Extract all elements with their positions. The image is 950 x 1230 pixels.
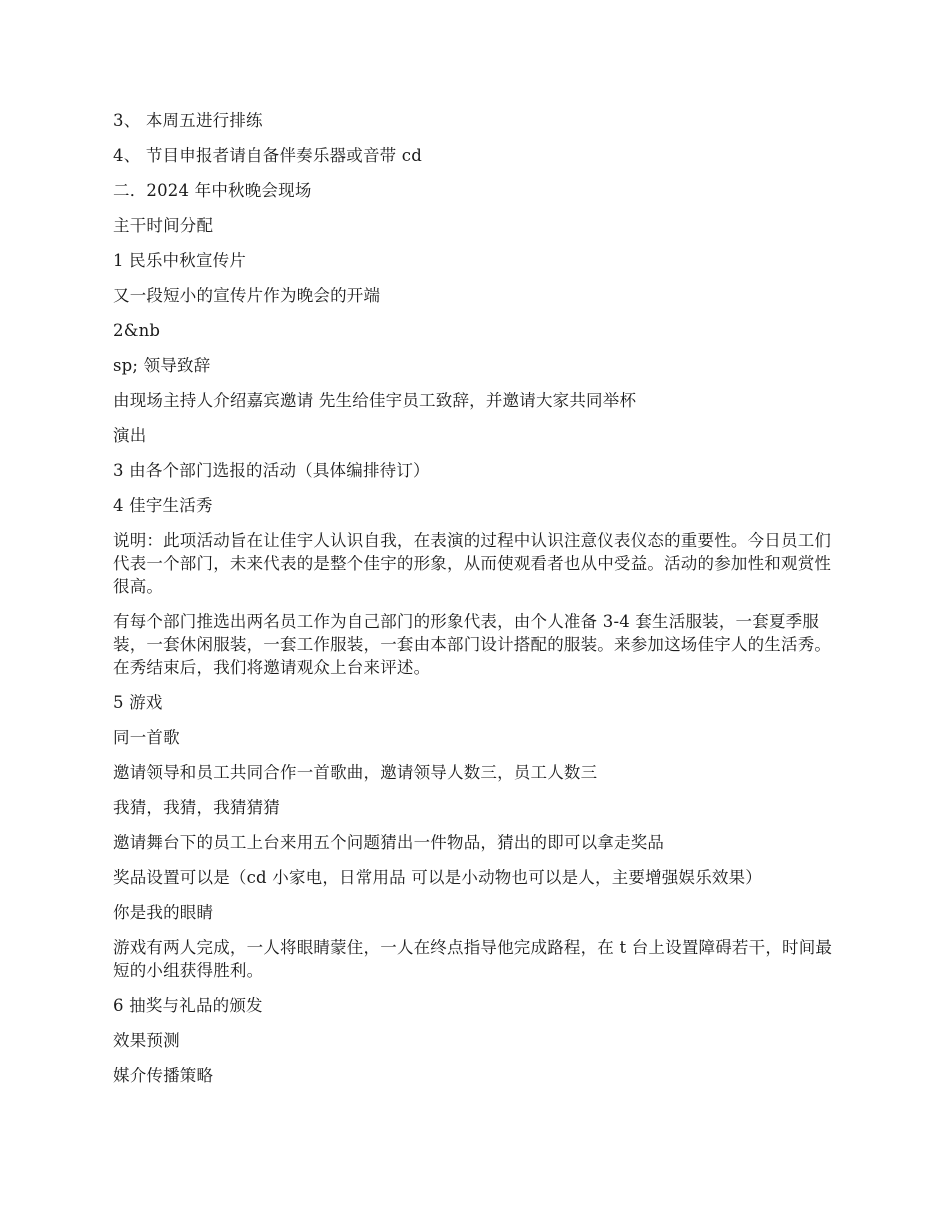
subheading-effect-forecast: 效果预测 bbox=[113, 1031, 180, 1050]
life-show-details: 有每个部门推选出两名员工作为自己部门的形象代表，由个人准备 3-4 套生活服装，一套夏季服装，一套休闲服装，一套工作服装，一套由本部门设计搭配的服装。来参加这场佳宇人的生活秀。在秀结束后，我们将邀请观众上台来评述。 bbox=[113, 612, 832, 677]
item-department-activities: 3 由各个部门选报的活动（具体编排待订） bbox=[113, 461, 430, 480]
game-my-eyes: 你是我的眼睛 bbox=[113, 903, 214, 922]
game-guessing-description: 邀请舞台下的员工上台来用五个问题猜出一件物品，猜出的即可以拿走奖品 bbox=[113, 833, 665, 852]
subheading-performance: 演出 bbox=[113, 426, 147, 445]
promo-film-description: 又一段短小的宣传片作为晚会的开端 bbox=[113, 286, 381, 305]
item-rehearsal-friday: 3、 本周五进行排练 bbox=[113, 111, 263, 130]
item-leader-speech: sp; 领导致辞 bbox=[113, 356, 211, 375]
item-games: 5 游戏 bbox=[113, 693, 163, 712]
item-number-fragment: 2&nb bbox=[113, 321, 161, 340]
item-accompaniment-note: 4、 节目申报者请自备伴奏乐器或音带 cd bbox=[113, 146, 422, 165]
document-body bbox=[113, 109, 841, 1099]
leader-speech-description: 由现场主持人介绍嘉宾邀请 先生给佳宇员工致辞，并邀请大家共同举杯 bbox=[113, 391, 637, 410]
game-my-eyes-description: 游戏有两人完成，一人将眼睛蒙住，一人在终点指导他完成路程，在 t 台上设置障碍若干，时间最短的小组获得胜利。 bbox=[113, 938, 833, 980]
subheading-time-allocation: 主干时间分配 bbox=[113, 216, 214, 235]
prize-settings: 奖品设置可以是（cd 小家电，日常用品 可以是小动物也可以是人，主要增强娱乐效果） bbox=[113, 868, 762, 887]
item-promo-film: 1 民乐中秋宣传片 bbox=[113, 251, 247, 270]
life-show-explanation: 说明：此项活动旨在让佳宇人认识自我，在表演的过程中认识注意仪表仪态的重要性。今日员工们代表一个部门，未来代表的是整个佳宇的形象，从而使观看者也从中受益。活动的参加性和观赏性很高。 bbox=[113, 531, 832, 596]
section-heading-gala-scene: 二．2024 年中秋晚会现场 bbox=[113, 181, 312, 200]
game-same-song: 同一首歌 bbox=[113, 728, 180, 747]
item-lottery-gifts: 6 抽奖与礼品的颁发 bbox=[113, 996, 263, 1015]
item-life-show: 4 佳宇生活秀 bbox=[113, 496, 213, 515]
game-guessing: 我猜，我猜，我猜猜猜 bbox=[113, 798, 280, 817]
subheading-media-strategy: 媒介传播策略 bbox=[113, 1066, 214, 1085]
game-same-song-description: 邀请领导和员工共同合作一首歌曲，邀请领导人数三，员工人数三 bbox=[113, 763, 598, 782]
